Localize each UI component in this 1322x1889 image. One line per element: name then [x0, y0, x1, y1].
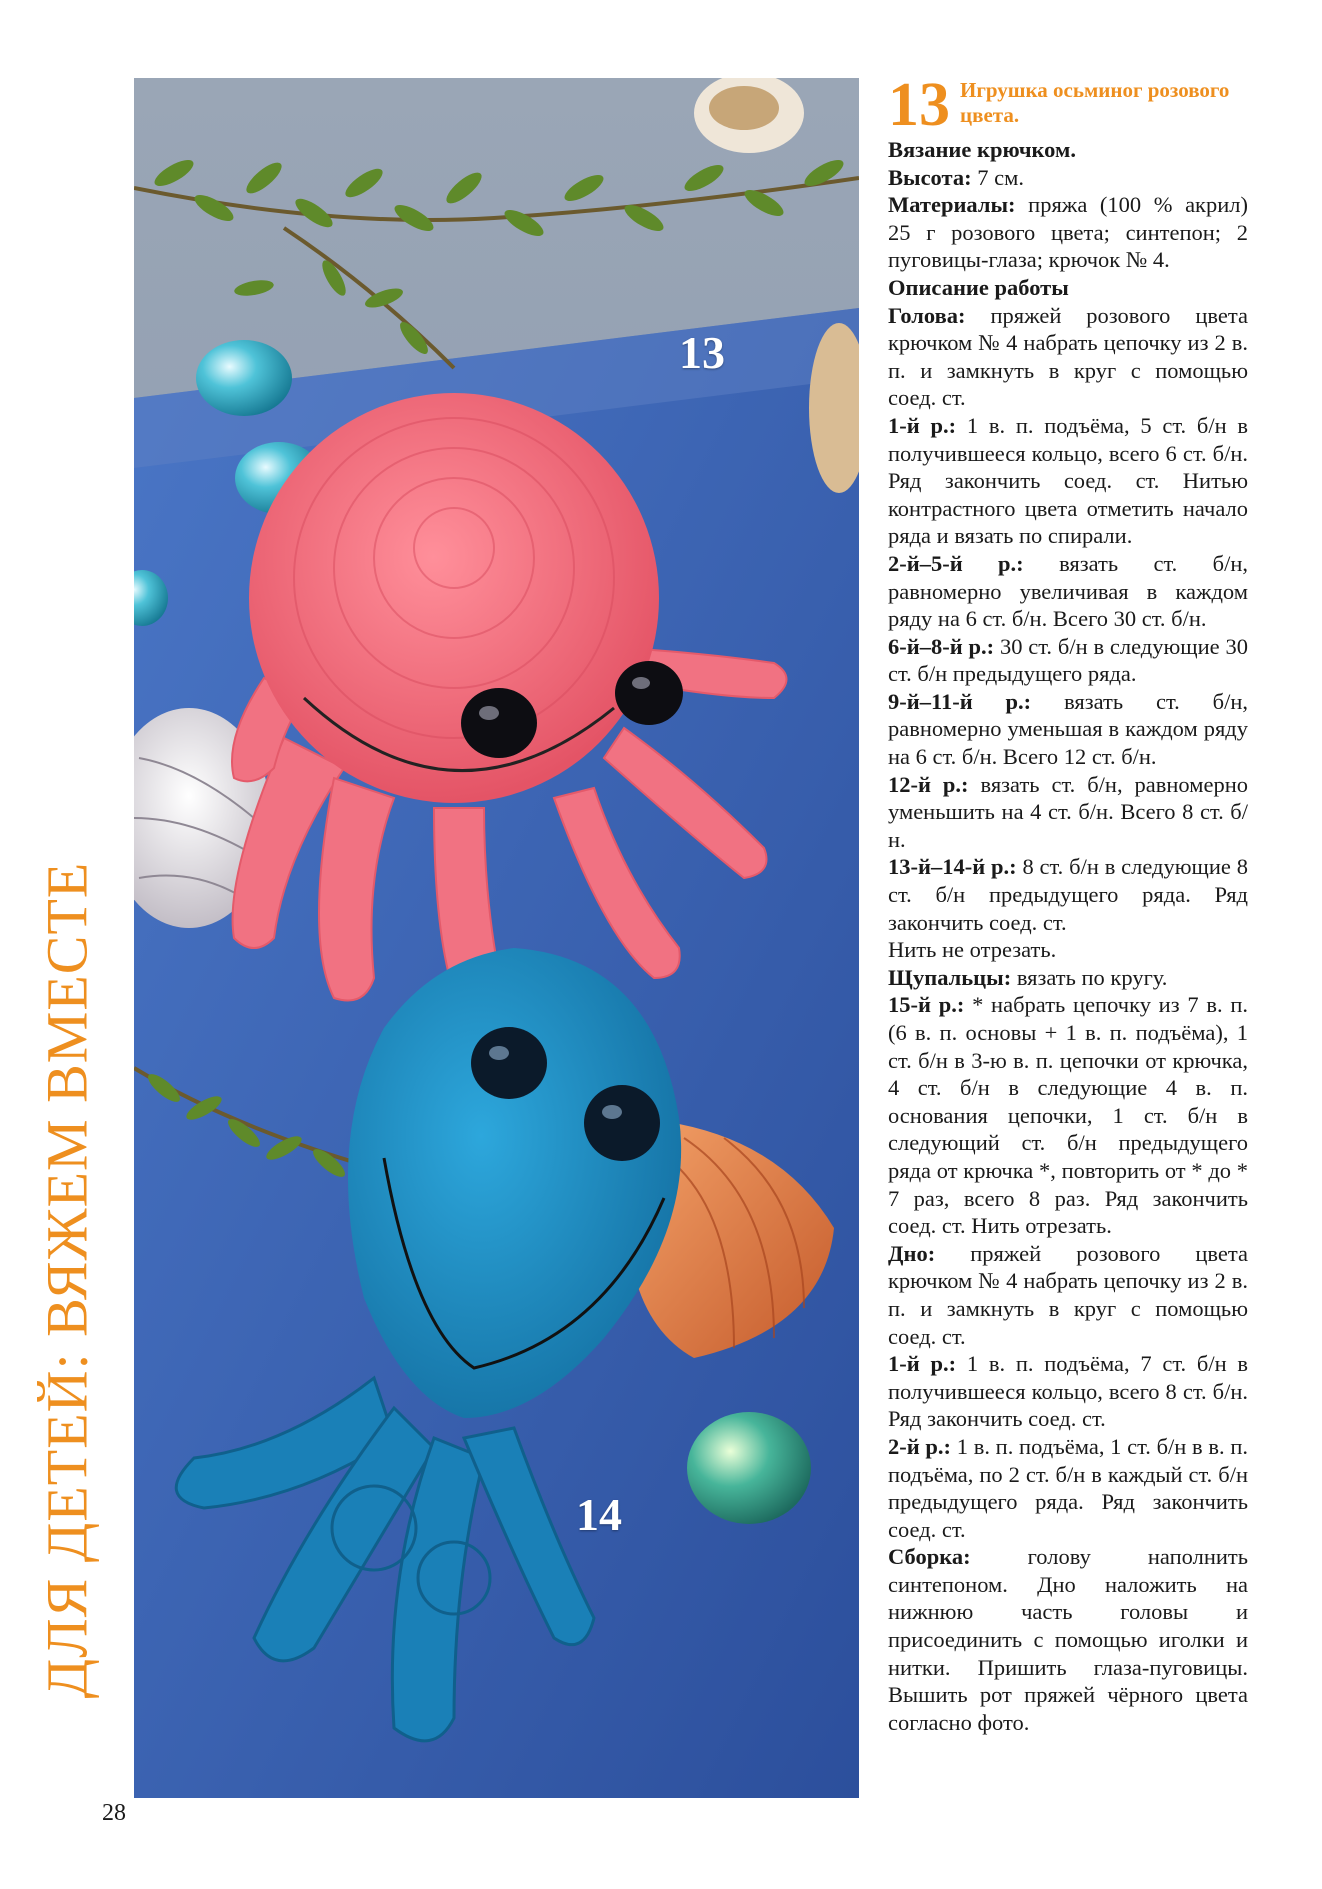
instruction-text: вязать ст. б/н, равномерно уменьшить на 4 ст. б/н. Всего 8 ст. б/н. [888, 771, 1249, 852]
instruction-text: голову наполнить синтепоном. Дно наложить на нижнюю часть головы и присоединить с помощью иголки и нитки. Пришить глаза-пуговицы. Вышить рот пряжей чёрного цвета согласно фото. [888, 1544, 1248, 1735]
section-title-text: ДЛЯ ДЕТЕЙ: ВЯЖЕМ ВМЕСТЕ [34, 861, 100, 1699]
instruction-label: 12-й р.: [888, 771, 969, 797]
instruction-paragraph [888, 302, 1248, 412]
instruction-label: 2-й р.: [888, 1433, 952, 1459]
instruction-label: Щупальцы: [888, 964, 1012, 990]
photo-octopus-toys [134, 78, 859, 1798]
instruction-text: Нить не отрезать. [888, 937, 1057, 963]
instruction-text: 8 ст. б/н в следующие 8 ст. б/н предыдущего ряда. Ряд закончить соед. ст. [888, 854, 1248, 935]
instruction-paragraph [888, 991, 1248, 1239]
instruction-text: вязать ст. б/н, равномерно уменьшая в каждом ряду на 6 ст. б/н. Всего 12 ст. б/н. [888, 688, 1248, 770]
instruction-label: 2-й–5-й р.: [888, 550, 1024, 576]
instructions-list [888, 302, 1248, 1737]
instruction-text: * набрать цепочку из 7 в. п. (6 в. п. основы + 1 в. п. подъёма), 1 ст. б/н в 3-ю в. п. цепочки от крючка, 4 ст. б/н в следующие 4 в. п. основания цепочки, 1 ст. б/н в следующий ст. б/н предыдущего ряда от крючка *, повторить от * до * 7 раз, всего 8 раз. Ряд закончить соед. ст. Нить отрезать. [888, 992, 1248, 1239]
article-number: 13 [888, 71, 950, 139]
instruction-label: Голова: [888, 302, 966, 328]
instruction-paragraph [888, 964, 1248, 992]
instruction-text: 1 в. п. подъёма, 7 ст. б/н в получившееся кольцо, всего 8 ст. б/н. Ряд закончить соед. ст. [888, 1351, 1248, 1432]
photo-illustration [134, 78, 859, 1798]
instruction-label: 13-й–14-й р.: [888, 854, 1017, 880]
materials-value: пряжа (100 % акрил) 25 г розового цвета; синтепон; 2 пуговицы-глаза; крючок № 4. [888, 192, 1248, 273]
materials-label: Материалы: [888, 192, 1016, 218]
instruction-paragraph [888, 771, 1248, 854]
instruction-paragraph [888, 633, 1248, 688]
height-line [888, 164, 1248, 192]
instruction-paragraph [888, 688, 1248, 771]
article-title: Игрушка осьминог розового цвета. [960, 78, 1230, 127]
materials-line [888, 191, 1248, 274]
page-number: 28 [102, 1800, 126, 1826]
instruction-paragraph [888, 1543, 1248, 1736]
height-value: 7 см. [971, 164, 1024, 190]
section-title [32, 760, 102, 1800]
instruction-label: 1-й р.: [888, 412, 957, 438]
article-header [888, 71, 1248, 139]
instruction-text: пряжей розового цвета крючком № 4 набрать цепочку из 2 в. п. и замкнуть в круг с помощью соед. ст. [888, 1240, 1248, 1349]
photo-label-13: 13 [679, 327, 725, 378]
instruction-paragraph [888, 412, 1248, 550]
instruction-label: Дно: [888, 1240, 936, 1266]
instruction-paragraph [888, 853, 1248, 936]
instruction-text: 1 в. п. подъёма, 1 ст. б/н в в. п. подъёма, по 2 ст. б/н в каждый ст. б/н предыдущего ряда. Ряд закончить соед. ст. [888, 1433, 1248, 1542]
instruction-text: 30 ст. б/н в следующие 30 ст. б/н предыдущего ряда. [888, 633, 1248, 687]
work-heading: Описание работы [888, 274, 1069, 300]
instruction-text: вязать ст. б/н, равномерно увеличивая в каждом ряду на 6 ст. б/н. Всего 30 ст. б/н. [888, 550, 1249, 632]
instruction-text: пряжей розового цвета крючком № 4 набрать цепочку из 2 в. п. и замкнуть в круг с помощью соед. ст. [888, 302, 1248, 411]
article-column [888, 71, 1249, 1736]
instruction-text: вязать по кругу. [1011, 964, 1168, 990]
height-label: Высота: [888, 164, 972, 190]
instruction-paragraph [888, 1240, 1248, 1350]
instruction-paragraph [888, 1350, 1248, 1433]
photo-label-14: 14 [576, 1489, 622, 1540]
instruction-label: 1-й р.: [888, 1351, 957, 1377]
instruction-label: 6-й–8-й р.: [888, 633, 995, 659]
instruction-label: 15-й р.: [888, 992, 965, 1018]
instruction-text: 1 в. п. подъёма, 5 ст. б/н в получившееся кольцо, всего 6 ст. б/н. Ряд закончить соед. ст. Нитью контрастного цвета отметить начало ряда и вязать по спирали. [888, 412, 1248, 549]
instruction-label: 9-й–11-й р.: [888, 688, 1032, 714]
instruction-paragraph [888, 1433, 1248, 1543]
instruction-paragraph [888, 550, 1248, 633]
article-subtitle: Вязание крючком. [888, 137, 1076, 162]
instruction-label: Сборка: [888, 1544, 971, 1570]
instruction-paragraph [888, 936, 1248, 964]
